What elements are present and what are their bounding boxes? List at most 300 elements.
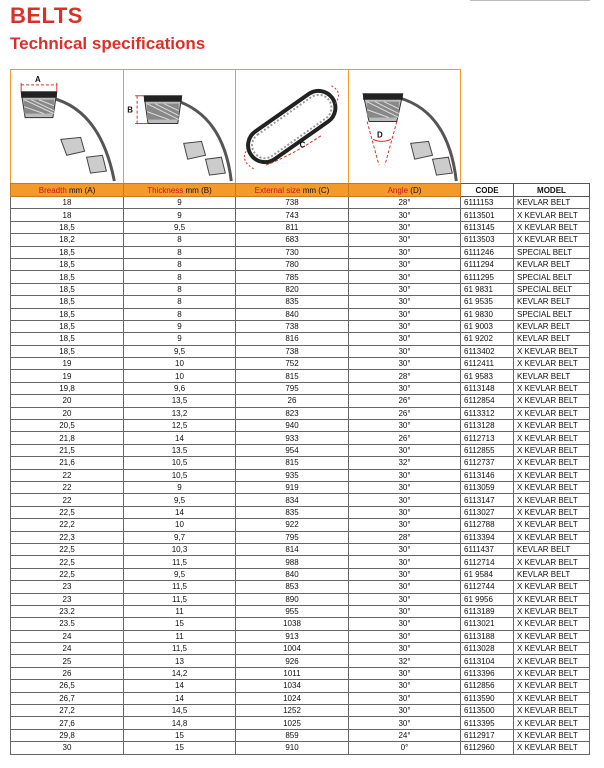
header-breadth xyxy=(11,184,124,197)
external-size-cell: 840 xyxy=(236,308,349,320)
model-cell: KEVLAR BELT xyxy=(514,333,590,345)
table-row xyxy=(11,494,590,506)
header-external-unit: mm (C) xyxy=(302,185,330,195)
header-external-size xyxy=(236,184,349,197)
model-cell: KEVLAR BELT xyxy=(514,258,590,270)
header-angle-unit: (D) xyxy=(410,185,422,195)
breadth-cell: 23.5 xyxy=(11,618,124,630)
external-size-cell: 815 xyxy=(236,457,349,469)
thickness-cell: 14,8 xyxy=(124,717,236,729)
belt-external-size-diagram xyxy=(235,69,349,183)
code-cell: 61 9830 xyxy=(461,308,514,320)
thickness-cell: 11 xyxy=(124,630,236,642)
angle-cell: 30° xyxy=(349,519,461,531)
model-cell: KEVLAR BELT xyxy=(514,370,590,382)
breadth-cell: 18 xyxy=(11,209,124,221)
angle-cell: 30° xyxy=(349,209,461,221)
thickness-cell: 8 xyxy=(124,234,236,246)
thickness-cell: 8 xyxy=(124,308,236,320)
breadth-cell: 18,5 xyxy=(11,258,124,270)
external-size-cell: 859 xyxy=(236,729,349,741)
thickness-cell: 9 xyxy=(124,481,236,493)
table-row xyxy=(11,506,590,518)
angle-cell: 30° xyxy=(349,358,461,370)
table-row xyxy=(11,320,590,332)
angle-cell: 30° xyxy=(349,469,461,481)
model-cell: X KEVLAR BELT xyxy=(514,209,590,221)
code-cell: 6113104 xyxy=(461,655,514,667)
table-row xyxy=(11,221,590,233)
angle-cell: 32° xyxy=(349,655,461,667)
code-cell: 6113188 xyxy=(461,630,514,642)
breadth-cell: 22,2 xyxy=(11,519,124,531)
external-size-cell: 1038 xyxy=(236,618,349,630)
breadth-cell: 25 xyxy=(11,655,124,667)
breadth-cell: 18,5 xyxy=(11,221,124,233)
model-cell: KEVLAR BELT xyxy=(514,320,590,332)
breadth-cell: 23 xyxy=(11,581,124,593)
thickness-cell: 9 xyxy=(124,333,236,345)
table-row xyxy=(11,234,590,246)
table-row xyxy=(11,556,590,568)
table-row xyxy=(11,258,590,270)
angle-cell: 26° xyxy=(349,395,461,407)
table-row xyxy=(11,296,590,308)
model-cell: SPECIAL BELT xyxy=(514,283,590,295)
table-row xyxy=(11,605,590,617)
diagram-label-b: B xyxy=(126,105,133,115)
breadth-cell: 18,5 xyxy=(11,333,124,345)
thickness-cell: 14,5 xyxy=(124,705,236,717)
code-cell: 6113500 xyxy=(461,705,514,717)
model-cell: KEVLAR BELT xyxy=(514,296,590,308)
angle-cell: 28° xyxy=(349,197,461,209)
model-cell: X KEVLAR BELT xyxy=(514,742,590,754)
thickness-cell: 10,3 xyxy=(124,543,236,555)
breadth-cell: 23 xyxy=(11,593,124,605)
code-cell: 6113402 xyxy=(461,345,514,357)
breadth-cell: 20 xyxy=(11,407,124,419)
table-row xyxy=(11,742,590,754)
external-size-cell: 954 xyxy=(236,444,349,456)
table-row xyxy=(11,481,590,493)
external-size-cell: 738 xyxy=(236,197,349,209)
model-cell: X KEVLAR BELT xyxy=(514,221,590,233)
code-cell: 6112737 xyxy=(461,457,514,469)
breadth-cell: 22,5 xyxy=(11,543,124,555)
model-cell: X KEVLAR BELT xyxy=(514,618,590,630)
external-size-cell: 823 xyxy=(236,407,349,419)
table-row xyxy=(11,705,590,717)
code-cell: 6113312 xyxy=(461,407,514,419)
belt-breadth-icon xyxy=(11,70,123,183)
angle-cell: 30° xyxy=(349,605,461,617)
code-cell: 6112960 xyxy=(461,742,514,754)
angle-cell: 30° xyxy=(349,543,461,555)
external-size-cell: 815 xyxy=(236,370,349,382)
external-size-cell: 785 xyxy=(236,271,349,283)
table-row xyxy=(11,692,590,704)
thickness-cell: 10,5 xyxy=(124,457,236,469)
code-cell: 6112855 xyxy=(461,444,514,456)
thickness-cell: 9,5 xyxy=(124,568,236,580)
external-size-cell: 1024 xyxy=(236,692,349,704)
angle-cell: 28° xyxy=(349,531,461,543)
thickness-cell: 10 xyxy=(124,519,236,531)
table-row xyxy=(11,581,590,593)
code-cell: 6111246 xyxy=(461,246,514,258)
code-cell: 61 9584 xyxy=(461,568,514,580)
model-cell: X KEVLAR BELT xyxy=(514,643,590,655)
thickness-cell: 9 xyxy=(124,197,236,209)
code-cell: 6113145 xyxy=(461,221,514,233)
external-size-cell: 890 xyxy=(236,593,349,605)
external-size-cell: 1004 xyxy=(236,643,349,655)
breadth-cell: 27,6 xyxy=(11,717,124,729)
external-size-cell: 1025 xyxy=(236,717,349,729)
angle-cell: 30° xyxy=(349,481,461,493)
angle-cell: 30° xyxy=(349,692,461,704)
angle-cell: 32° xyxy=(349,457,461,469)
breadth-cell: 18,5 xyxy=(11,296,124,308)
belt-spec-table xyxy=(10,183,590,755)
external-size-cell: 913 xyxy=(236,630,349,642)
thickness-cell: 11,5 xyxy=(124,581,236,593)
model-cell: X KEVLAR BELT xyxy=(514,556,590,568)
breadth-cell: 29,8 xyxy=(11,729,124,741)
model-cell: X KEVLAR BELT xyxy=(514,444,590,456)
external-size-cell: 955 xyxy=(236,605,349,617)
code-cell: 6112856 xyxy=(461,680,514,692)
model-cell: X KEVLAR BELT xyxy=(514,581,590,593)
table-row xyxy=(11,680,590,692)
thickness-cell: 13,5 xyxy=(124,395,236,407)
breadth-cell: 22,5 xyxy=(11,556,124,568)
diagram-label-a: A xyxy=(35,74,41,84)
breadth-cell: 19 xyxy=(11,358,124,370)
external-size-cell: 780 xyxy=(236,258,349,270)
external-size-cell: 1252 xyxy=(236,705,349,717)
breadth-cell: 21,6 xyxy=(11,457,124,469)
model-cell: X KEVLAR BELT xyxy=(514,692,590,704)
code-cell: 6111153 xyxy=(461,197,514,209)
code-cell: 6112744 xyxy=(461,581,514,593)
code-cell: 6113501 xyxy=(461,209,514,221)
external-size-cell: 738 xyxy=(236,345,349,357)
code-cell: 6112788 xyxy=(461,519,514,531)
header-thickness-unit: mm (B) xyxy=(185,185,212,195)
external-size-cell: 926 xyxy=(236,655,349,667)
breadth-cell: 22 xyxy=(11,494,124,506)
table-row xyxy=(11,197,590,209)
model-cell: X KEVLAR BELT xyxy=(514,407,590,419)
thickness-cell: 11,5 xyxy=(124,593,236,605)
external-size-cell: 738 xyxy=(236,320,349,332)
thickness-cell: 9,7 xyxy=(124,531,236,543)
model-cell: X KEVLAR BELT xyxy=(514,382,590,394)
angle-cell: 28° xyxy=(349,370,461,382)
breadth-cell: 22 xyxy=(11,469,124,481)
breadth-cell: 18,2 xyxy=(11,234,124,246)
table-row xyxy=(11,655,590,667)
angle-cell: 30° xyxy=(349,345,461,357)
breadth-cell: 20,5 xyxy=(11,420,124,432)
angle-cell: 26° xyxy=(349,432,461,444)
model-cell: X KEVLAR BELT xyxy=(514,667,590,679)
external-size-cell: 795 xyxy=(236,382,349,394)
angle-cell: 30° xyxy=(349,581,461,593)
model-cell: KEVLAR BELT xyxy=(514,543,590,555)
model-cell: X KEVLAR BELT xyxy=(514,358,590,370)
code-cell: 6112714 xyxy=(461,556,514,568)
model-cell: X KEVLAR BELT xyxy=(514,457,590,469)
angle-cell: 30° xyxy=(349,234,461,246)
code-cell: 6112713 xyxy=(461,432,514,444)
code-cell: 61 9003 xyxy=(461,320,514,332)
table-row xyxy=(11,729,590,741)
table-row xyxy=(11,667,590,679)
external-size-cell: 840 xyxy=(236,568,349,580)
header-code: CODE xyxy=(461,184,514,197)
angle-cell: 30° xyxy=(349,556,461,568)
table-row xyxy=(11,358,590,370)
thickness-cell: 8 xyxy=(124,283,236,295)
thickness-cell: 8 xyxy=(124,258,236,270)
external-size-cell: 922 xyxy=(236,519,349,531)
code-cell: 6112411 xyxy=(461,358,514,370)
page-title: BELTS xyxy=(10,3,83,28)
code-cell: 6111295 xyxy=(461,271,514,283)
model-cell: X KEVLAR BELT xyxy=(514,655,590,667)
external-size-cell: 919 xyxy=(236,481,349,493)
external-size-cell: 940 xyxy=(236,420,349,432)
angle-cell: 30° xyxy=(349,333,461,345)
code-cell: 6112917 xyxy=(461,729,514,741)
breadth-cell: 18,5 xyxy=(11,345,124,357)
header-breadth-name: Breadth xyxy=(38,185,67,195)
thickness-cell: 14 xyxy=(124,506,236,518)
breadth-cell: 24 xyxy=(11,643,124,655)
model-cell: X KEVLAR BELT xyxy=(514,432,590,444)
breadth-cell: 18,5 xyxy=(11,308,124,320)
external-size-cell: 730 xyxy=(236,246,349,258)
table-row xyxy=(11,407,590,419)
thickness-cell: 12,5 xyxy=(124,420,236,432)
table-row xyxy=(11,469,590,481)
breadth-cell: 21,8 xyxy=(11,432,124,444)
table-header-row xyxy=(11,184,590,197)
external-size-cell: 935 xyxy=(236,469,349,481)
table-row xyxy=(11,568,590,580)
thickness-cell: 9,5 xyxy=(124,494,236,506)
code-cell: 61 9535 xyxy=(461,296,514,308)
thickness-cell: 8 xyxy=(124,296,236,308)
thickness-cell: 9,5 xyxy=(124,345,236,357)
angle-cell: 30° xyxy=(349,320,461,332)
angle-cell: 30° xyxy=(349,221,461,233)
thickness-cell: 13.5 xyxy=(124,444,236,456)
table-row xyxy=(11,531,590,543)
thickness-cell: 14 xyxy=(124,680,236,692)
table-row xyxy=(11,593,590,605)
header-thickness-name: Thickness xyxy=(147,185,184,195)
code-cell: 6113503 xyxy=(461,234,514,246)
table-row xyxy=(11,643,590,655)
thickness-cell: 8 xyxy=(124,246,236,258)
angle-cell: 30° xyxy=(349,680,461,692)
angle-cell: 30° xyxy=(349,420,461,432)
belt-external-size-icon xyxy=(236,70,348,183)
table-row xyxy=(11,717,590,729)
angle-cell: 30° xyxy=(349,667,461,679)
code-cell: 6113396 xyxy=(461,667,514,679)
external-size-cell: 835 xyxy=(236,506,349,518)
angle-cell: 30° xyxy=(349,258,461,270)
external-size-cell: 1011 xyxy=(236,667,349,679)
model-cell: X KEVLAR BELT xyxy=(514,630,590,642)
belt-thickness-diagram xyxy=(123,69,237,183)
breadth-cell: 18,5 xyxy=(11,271,124,283)
thickness-cell: 15 xyxy=(124,742,236,754)
thickness-cell: 9 xyxy=(124,320,236,332)
code-cell: 6113059 xyxy=(461,481,514,493)
code-cell: 6113128 xyxy=(461,420,514,432)
thickness-cell: 10,5 xyxy=(124,469,236,481)
angle-cell: 30° xyxy=(349,283,461,295)
angle-cell: 30° xyxy=(349,296,461,308)
external-size-cell: 853 xyxy=(236,581,349,593)
header-breadth-unit: mm (A) xyxy=(69,185,96,195)
code-cell: 6113027 xyxy=(461,506,514,518)
angle-cell: 0° xyxy=(349,742,461,754)
thickness-cell: 14 xyxy=(124,692,236,704)
breadth-cell: 26,7 xyxy=(11,692,124,704)
belt-angle-icon xyxy=(349,70,461,183)
breadth-cell: 18 xyxy=(11,197,124,209)
table-row xyxy=(11,420,590,432)
model-cell: X KEVLAR BELT xyxy=(514,506,590,518)
header-thickness xyxy=(124,184,236,197)
angle-cell: 30° xyxy=(349,593,461,605)
model-cell: SPECIAL BELT xyxy=(514,308,590,320)
breadth-cell: 20 xyxy=(11,395,124,407)
code-cell: 6112854 xyxy=(461,395,514,407)
model-cell: X KEVLAR BELT xyxy=(514,605,590,617)
diagram-label-c: C xyxy=(299,140,306,150)
header-angle xyxy=(349,184,461,197)
code-cell: 6111294 xyxy=(461,258,514,270)
code-cell: 6113189 xyxy=(461,605,514,617)
model-cell: KEVLAR BELT xyxy=(514,568,590,580)
table-row xyxy=(11,209,590,221)
header-model: MODEL xyxy=(514,184,590,197)
table-row xyxy=(11,333,590,345)
model-cell: X KEVLAR BELT xyxy=(514,593,590,605)
belt-breadth-diagram xyxy=(10,69,124,183)
table-row xyxy=(11,519,590,531)
model-cell: X KEVLAR BELT xyxy=(514,345,590,357)
thickness-cell: 13,2 xyxy=(124,407,236,419)
table-row xyxy=(11,246,590,258)
thickness-cell: 10 xyxy=(124,358,236,370)
thickness-cell: 14 xyxy=(124,432,236,444)
model-cell: X KEVLAR BELT xyxy=(514,494,590,506)
thickness-cell: 10 xyxy=(124,370,236,382)
external-size-cell: 816 xyxy=(236,333,349,345)
code-cell: 6113394 xyxy=(461,531,514,543)
thickness-cell: 8 xyxy=(124,271,236,283)
diagram-label-d: D xyxy=(376,130,383,140)
thickness-cell: 9,6 xyxy=(124,382,236,394)
table-row xyxy=(11,395,590,407)
external-size-cell: 683 xyxy=(236,234,349,246)
thickness-cell: 13 xyxy=(124,655,236,667)
breadth-cell: 18,5 xyxy=(11,283,124,295)
table-row xyxy=(11,432,590,444)
breadth-cell: 18,5 xyxy=(11,246,124,258)
model-cell: X KEVLAR BELT xyxy=(514,729,590,741)
angle-cell: 30° xyxy=(349,568,461,580)
code-cell: 6113590 xyxy=(461,692,514,704)
thickness-cell: 14,2 xyxy=(124,667,236,679)
angle-cell: 26° xyxy=(349,407,461,419)
model-cell: X KEVLAR BELT xyxy=(514,717,590,729)
external-size-cell: 743 xyxy=(236,209,349,221)
external-size-cell: 835 xyxy=(236,296,349,308)
model-cell: X KEVLAR BELT xyxy=(514,705,590,717)
model-cell: KEVLAR BELT xyxy=(514,197,590,209)
top-rule xyxy=(470,0,590,3)
code-cell: 61 9202 xyxy=(461,333,514,345)
breadth-cell: 26,5 xyxy=(11,680,124,692)
thickness-cell: 11,5 xyxy=(124,643,236,655)
table-row xyxy=(11,543,590,555)
angle-cell: 30° xyxy=(349,444,461,456)
code-cell: 6113395 xyxy=(461,717,514,729)
code-cell: 6113148 xyxy=(461,382,514,394)
angle-cell: 30° xyxy=(349,717,461,729)
breadth-cell: 22 xyxy=(11,481,124,493)
external-size-cell: 988 xyxy=(236,556,349,568)
header-angle-name: Angle xyxy=(387,185,409,195)
code-cell: 61 9583 xyxy=(461,370,514,382)
breadth-cell: 22,5 xyxy=(11,568,124,580)
model-cell: X KEVLAR BELT xyxy=(514,420,590,432)
breadth-cell: 26 xyxy=(11,667,124,679)
code-cell: 6113028 xyxy=(461,643,514,655)
external-size-cell: 26 xyxy=(236,395,349,407)
thickness-cell: 15 xyxy=(124,729,236,741)
thickness-cell: 11,5 xyxy=(124,556,236,568)
thickness-cell: 11 xyxy=(124,605,236,617)
external-size-cell: 752 xyxy=(236,358,349,370)
code-cell: 61 9956 xyxy=(461,593,514,605)
table-row xyxy=(11,630,590,642)
external-size-cell: 834 xyxy=(236,494,349,506)
thickness-cell: 9,5 xyxy=(124,221,236,233)
model-cell: X KEVLAR BELT xyxy=(514,680,590,692)
angle-cell: 30° xyxy=(349,246,461,258)
external-size-cell: 820 xyxy=(236,283,349,295)
table-row xyxy=(11,308,590,320)
external-size-cell: 814 xyxy=(236,543,349,555)
angle-cell: 30° xyxy=(349,494,461,506)
angle-cell: 30° xyxy=(349,618,461,630)
breadth-cell: 21,5 xyxy=(11,444,124,456)
external-size-cell: 910 xyxy=(236,742,349,754)
external-size-cell: 795 xyxy=(236,531,349,543)
breadth-cell: 19,8 xyxy=(11,382,124,394)
